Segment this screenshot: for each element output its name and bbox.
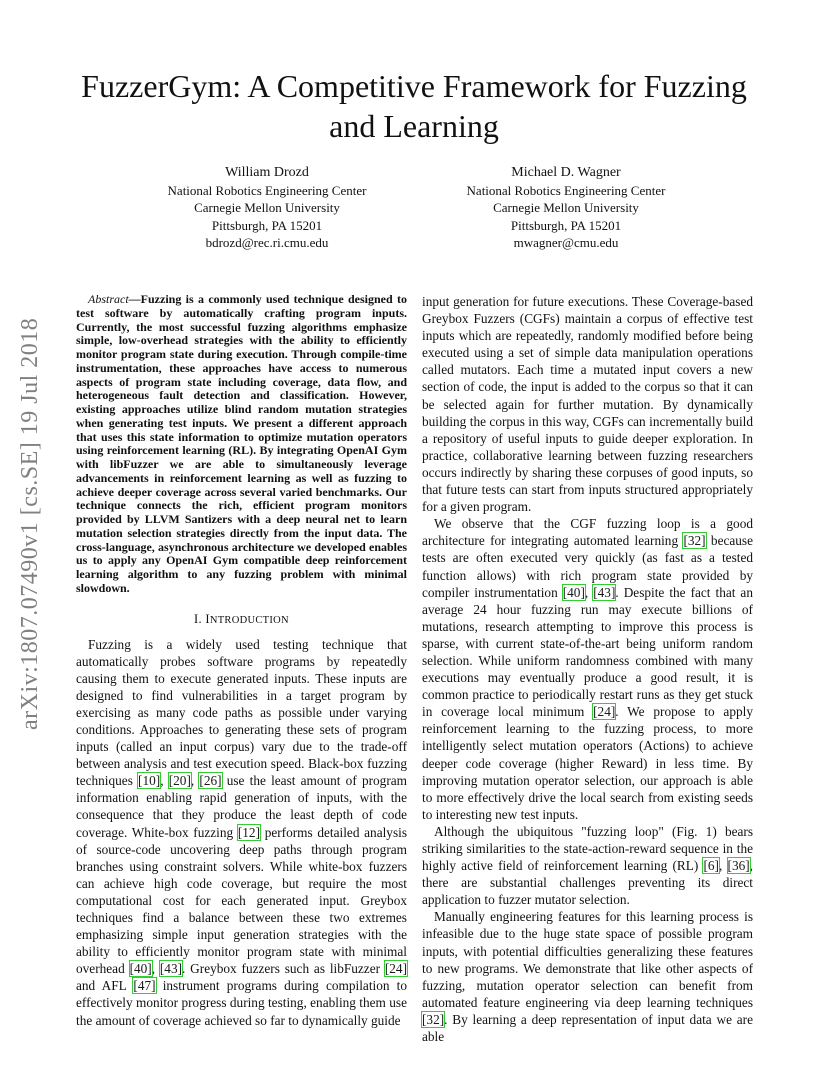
citation-link[interactable]: [36] bbox=[727, 858, 750, 874]
arxiv-stamp: arXiv:1807.07490v1 [cs.SE] 19 Jul 2018 bbox=[17, 317, 43, 730]
paragraph: Manually engineering features for this learning process is infeasible due to the huge state space of possible program inputs, with potential difficulties generalizing these features to new programs. We demonstrate that like other aspects of fuzzing, mutation operator selection can benefit from automated feature engineering via deep learning techniques [32]. By learning a deep representation of input data we are able bbox=[422, 909, 753, 1045]
author-name: William Drozd bbox=[225, 165, 309, 180]
author-city: Pittsburgh, PA 15201 bbox=[211, 217, 323, 233]
author-email: bdrozd@rec.ri.cmu.edu bbox=[205, 234, 329, 250]
citation-link[interactable]: [26] bbox=[199, 773, 222, 789]
citation-link[interactable]: [43] bbox=[159, 961, 183, 977]
left-column bbox=[76, 293, 407, 1029]
paragraph: input generation for future executions. These Coverage-based Greybox Fuzzers (CGFs) maintain a corpus of effective test inputs which are repeatedly, randomly modified before being executed using a set of simple data manipulation operations called mutators. Each time a mutated input covers a new section of code, the input is added to the corpus so that it can be selected again for further mutation. By dynamically building the corpus in this way, CGFs can incrementally build a repository of useful inputs to guide deeper exploration. In practice, collaborative learning between fuzzing researchers occurs indirectly by sharing these corpuses of good inputs, so that future tests can start from inputs structured appropriately for a given program. bbox=[422, 294, 753, 515]
citation-link[interactable]: [6] bbox=[703, 858, 719, 874]
citation-link[interactable]: [32] bbox=[683, 533, 706, 549]
citation-link[interactable]: [40] bbox=[562, 584, 585, 600]
citation-link[interactable]: [12] bbox=[237, 824, 261, 840]
right-column bbox=[422, 293, 753, 1045]
paper-title-line-1: FuzzerGym: A Competitive Framework for Fuzzing bbox=[81, 68, 747, 104]
citation-link[interactable]: [20] bbox=[168, 773, 191, 789]
author-block-2 bbox=[421, 164, 711, 251]
abstract bbox=[76, 293, 407, 596]
section-heading: I. INTRODUCTION bbox=[194, 611, 289, 626]
paragraph: Fuzzing is a widely used testing technique that automatically probes software programs by repeatedly causing them to execute generated inputs. These inputs are designed to find vulnerabilities in a target program by exercising as many code paths as possible under varying conditions. Approaches to generating these sets of program inputs (called an input corpus) vary due to the trade-off between analysis and test execution speed. Black-box fuzzing techniques [10], [20], [26] use the least amount of program information enabling rapid generation of inputs, with the consequence that they produce the least depth of code coverage. White-box fuzzing [12] performs detailed analysis of source-code uncovering deep paths through program branches using constraint solvers. While white-box fuzzers can achieve high code coverage, but require the most computational cost for each generated input. Greybox techniques find a balance between these two extremes emphasizing simple input generation strategies with the ability to efficiently monitor program state with minimal overhead [40], [43]. Greybox fuzzers such as libFuzzer [24] and AFL [47] instrument programs during compilation to effectively monitor progress during testing, enabling them use the amount of coverage achieved so far to dynamically guide bbox=[76, 636, 408, 1028]
author-affiliation: Carnegie Mellon University bbox=[194, 200, 340, 216]
author-name: Michael D. Wagner bbox=[511, 165, 621, 180]
author-email: mwagner@cmu.edu bbox=[513, 234, 619, 250]
citation-link[interactable]: [10] bbox=[138, 773, 161, 789]
author-block-1 bbox=[122, 164, 412, 251]
citation-link[interactable]: [32] bbox=[422, 1011, 445, 1027]
paragraph: Although the ubiquitous "fuzzing loop" (Fig. 1) bears striking similarities to the state-action-reward sequence in the highly active field of reinforcement learning (RL) [6], [36], there are substantial challenges preventing its direct application to fuzzer mutator selection. bbox=[422, 823, 753, 908]
citation-link[interactable]: [47] bbox=[133, 978, 156, 994]
author-affiliation: National Robotics Engineering Center bbox=[167, 183, 367, 199]
abstract-text: —Fuzzing is a commonly used technique designed to test software by automatically crafting program inputs. Currently, the most successful fuzzing algorithms emphasize simple, low-overhead strategies with the ability to efficiently monitor program state during execution. Through compile-time instrumentation, these approaches have access to numerous aspects of program state including coverage, data flow, and heterogeneous fault detection and classification. However, existing approaches utilize blind random mutation strategies when generating test inputs. We present a different approach that uses this state information to optimize mutation operators using reinforcement learning (RL). By integrating OpenAI Gym with libFuzzer we are able to simultaneously leverage advancements in reinforcement learning as well as fuzzing to achieve deeper coverage across several varied benchmarks. Our technique connects the rich, efficient program monitors provided by LLVM Santizers with a deep neural net to learn mutation selection strategies directly from the input data. The cross-language, asynchronous architecture we developed enables us to apply any OpenAI Gym compatible deep reinforcement learning algorithm to any fuzzing problem with minimal slowdown. bbox=[76, 292, 407, 595]
paper-title bbox=[0, 66, 828, 146]
abstract-label: Abstract bbox=[88, 292, 129, 306]
paper-title-line-2: and Learning bbox=[329, 108, 499, 144]
citation-link[interactable]: [24] bbox=[593, 704, 616, 720]
author-affiliation: Carnegie Mellon University bbox=[493, 200, 639, 216]
citation-link[interactable]: [43] bbox=[593, 584, 616, 600]
citation-link[interactable]: [40] bbox=[129, 961, 152, 977]
author-city: Pittsburgh, PA 15201 bbox=[510, 217, 622, 233]
citation-link[interactable]: [24] bbox=[384, 961, 408, 977]
author-affiliation: National Robotics Engineering Center bbox=[466, 183, 666, 199]
paragraph: We observe that the CGF fuzzing loop is a good architecture for integrating automated learning [32] because tests are often executed very quickly (as fast as a tested function allows) with rich program state provided by compiler instrumentation [40], [43]. Despite the fact that an average 24 hour fuzzing run may execute billions of mutations, research attempting to improve this process is sparse, with current state-of-the-art being uniform random selection. While uniform randomness combined with many executions may eventually produce a good result, it is common practice to periodically restart runs as they get stuck in coverage local minimum [24]. We propose to apply reinforcement learning to the fuzzing process, to more intelligently select mutation operators (Actions) to achieve deeper code coverage (higher Reward) in less time. By improving mutation operator selection, our approach is able to more effectively drive the local search from existing seeds to interesting new test inputs. bbox=[422, 516, 753, 822]
